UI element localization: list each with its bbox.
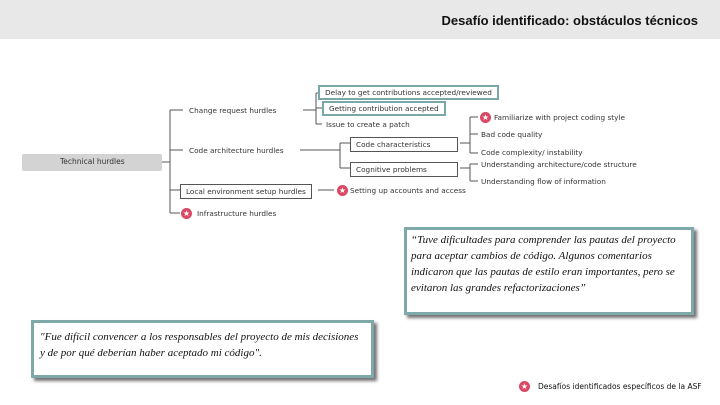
accounts-access-node: Setting up accounts and access [350,186,466,195]
quote-card-guidelines: “Tuve dificultades para comprender las pautas del proyecto para aceptar cambios de código. Algunos comentarios indicaron que las pautas de estilo eran importantes, pero se evitaron las grandes refactorizaciones” [404,227,694,315]
star-icon: ★ [520,382,529,391]
getting-contribution-node: Getting contribution accepted [322,101,446,116]
star-icon: ★ [481,113,490,122]
mind-map-root [22,154,162,171]
code-architecture-node: Code architecture hurdles [189,146,284,155]
code-complexity-node: Code complexity/ instability [481,148,583,157]
change-request-node: Change request hurdles [189,106,277,115]
bad-code-quality-node: Bad code quality [481,130,543,139]
page-title: Desafío identificado: obstáculos técnicos [441,13,698,28]
star-icon: ★ [182,209,191,218]
quote-card-convince: "Fue difícil convencer a los responsables del proyecto de mis decisiones y de por qué deberían haber aceptado mi código". [31,320,374,378]
star-icon: ★ [338,186,347,195]
coding-style-node: Familiarize with project coding style [494,113,625,122]
understanding-architecture-node: Understanding architecture/code structure [481,160,637,169]
delay-contributions-node: Delay to get contributions accepted/reviewed [318,85,499,100]
root-label: Technical hurdles [60,157,125,166]
footer-legend: Desafíos identificados específicos de la ASF [538,382,702,391]
understanding-flow-node: Understanding flow of information [481,177,606,186]
local-environment-node: Local environment setup hurdles [180,184,312,199]
cognitive-problems-node: Cognitive problems [350,162,458,177]
issue-patch-node: Issue to create a patch [326,120,410,129]
code-characteristics-node: Code characteristics [350,137,458,152]
infrastructure-node: Infrastructure hurdles [197,209,277,218]
